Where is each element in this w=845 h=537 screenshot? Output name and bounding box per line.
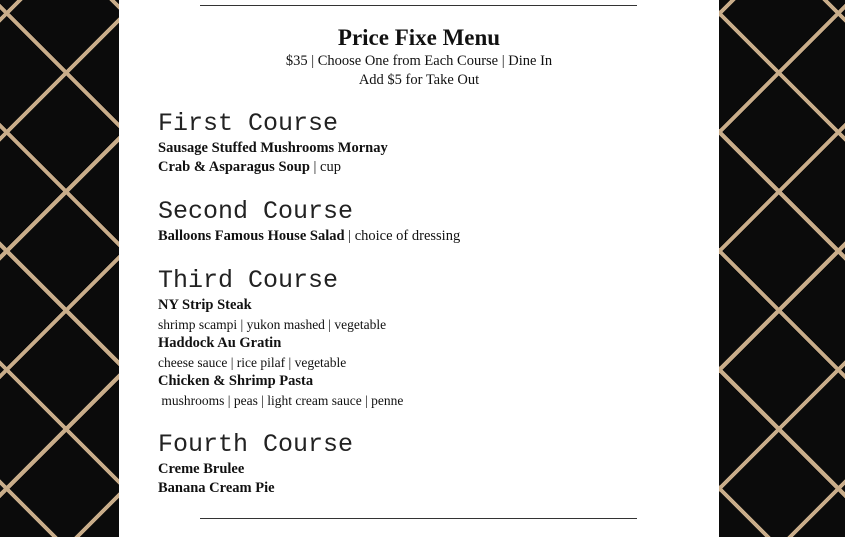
menu-item-name: Haddock Au Gratin (158, 335, 282, 351)
course-heading-fourth: Fourth Course (158, 430, 354, 459)
course-heading-second: Second Course (158, 197, 354, 226)
menu-item-description: mushrooms | peas | light cream sauce | penne (158, 393, 404, 408)
menu-item-name: Banana Cream Pie (158, 480, 275, 496)
menu-item (158, 372, 313, 391)
menu-item-detail: | choice of dressing (344, 228, 461, 244)
menu-item-name: Balloons Famous House Salad (158, 228, 345, 244)
bottom-divider (200, 518, 637, 519)
menu-item-name: Crab & Asparagus Soup (158, 159, 310, 175)
menu-header (119, 24, 719, 90)
menu-item (158, 334, 281, 353)
menu-item-name: Chicken & Shrimp Pasta (158, 373, 314, 389)
menu-item-name: Creme Brulee (158, 461, 245, 477)
menu-item (158, 296, 252, 315)
menu-page (119, 0, 719, 537)
menu-item (158, 460, 244, 479)
menu-subtitle-takeout: Add $5 for Take Out (358, 72, 480, 88)
top-divider (200, 5, 637, 6)
menu-item-name: Sausage Stuffed Mushrooms Mornay (158, 140, 388, 156)
menu-item (158, 139, 388, 158)
menu-item-name: NY Strip Steak (158, 297, 252, 313)
menu-item-description: shrimp scampi | yukon mashed | vegetable (158, 317, 387, 332)
menu-item-detail: | cup (309, 159, 341, 175)
course-heading-first: First Course (158, 109, 339, 138)
menu-item (158, 158, 341, 177)
menu-title: Price Fixe Menu (337, 25, 501, 50)
menu-item (158, 227, 460, 246)
menu-subtitle-price: $35 | Choose One from Each Course | Dine In (285, 53, 553, 69)
menu-item (158, 479, 275, 498)
course-heading-third: Third Course (158, 266, 339, 295)
menu-item-description: cheese sauce | rice pilaf | vegetable (158, 355, 347, 370)
